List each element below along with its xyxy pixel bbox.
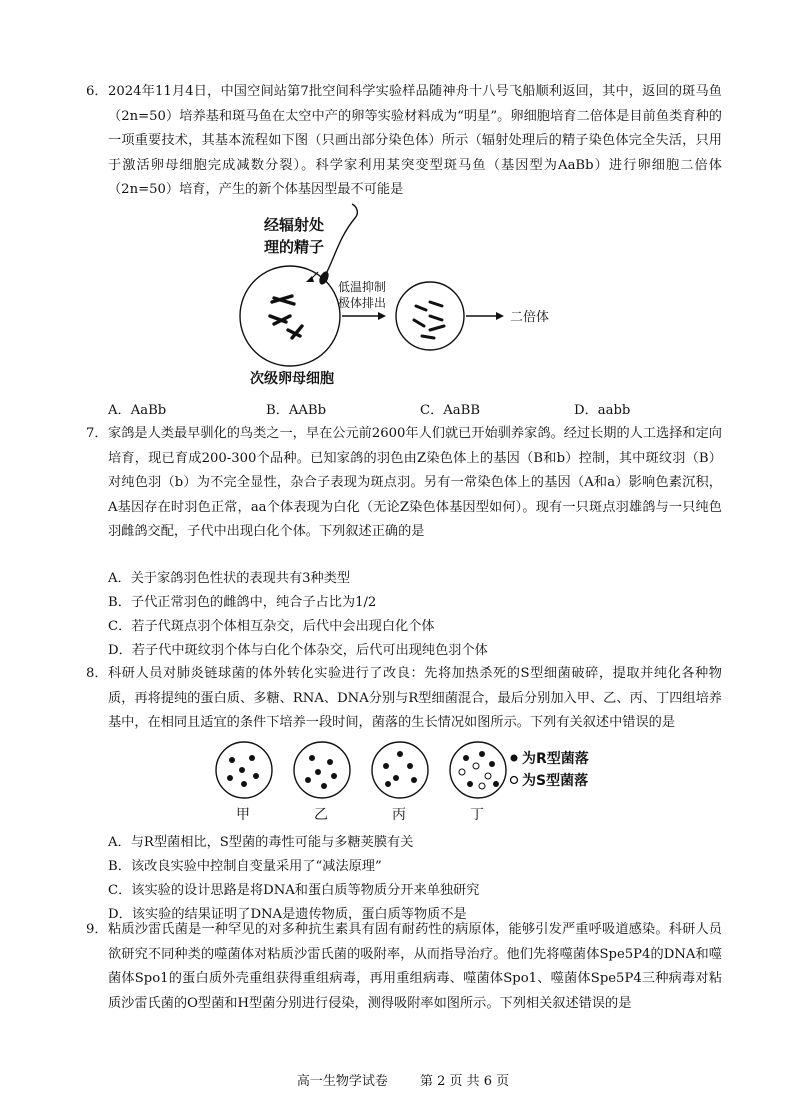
question-6-text: 2024年11月4日，中国空间站第7批空间科学实验样品随神舟十八号飞船顺利返回，其中，返回的斑马鱼（2n=50）培养基和斑马鱼在太空中产的卵等实验材料成为“明星”。卵细胞培育二倍体是目前鱼类育种的一项重要技术，其基本流程如下图（只画出部分染色体）所示（辐射处理后的精子染色体完全失活，只用于激活卵母细胞完成减数分裂）。科学家利用某突变型斑马鱼（基因型为AaBb）进行卵细胞二倍体（2n=50）培育，产生的新个体基因型最不可能是 — [108, 84, 722, 197]
question-8-number: 8． — [86, 666, 108, 681]
dish-label-jia: 甲 — [236, 807, 250, 823]
cell-label: 次级卵母细胞 — [250, 371, 334, 387]
q6-option-d[interactable]: D．aabb — [574, 403, 631, 418]
legend-r-label: 为R型菌落 — [522, 751, 589, 767]
sperm-icon — [326, 204, 357, 274]
sperm-label-line2: 理的精子 — [264, 238, 325, 256]
q6-option-c[interactable]: C．AaBB — [420, 403, 481, 418]
dish-yi — [294, 742, 350, 798]
dish-label-ding: 丁 — [470, 807, 484, 823]
arrow-label-line1: 低温抑制 — [338, 280, 387, 294]
dish-ding — [450, 742, 506, 798]
dish-label-yi: 乙 — [314, 807, 328, 823]
legend-s-label: 为S型菌落 — [522, 773, 589, 789]
footer-page: 第 2 页 共 6 页 — [419, 1074, 510, 1089]
question-6-number: 6． — [86, 84, 108, 99]
question-9-number: 9． — [86, 922, 108, 937]
q7-option-d[interactable]: D．若子代中斑纹羽个体与白化个体杂交，后代可出现纯色羽个体 — [108, 643, 488, 658]
legend-r-marker — [511, 755, 518, 762]
q7-option-b[interactable]: B．子代正常羽色的雌鸽中，纯合子占比为1/2 — [108, 595, 377, 610]
diploid-chromosomes — [414, 302, 444, 338]
q8-option-d[interactable]: D．该实验的结果证明了DNA是遗传物质，蛋白质等物质不是 — [108, 907, 467, 922]
q8-option-c[interactable]: C．该实验的设计思路是将DNA和蛋白质等物质分开来单独研究 — [108, 883, 480, 898]
sperm-label-line1: 经辐射处 — [264, 216, 325, 234]
question-9-text: 粘质沙雷氏菌是一种罕见的对多种抗生素具有固有耐药性的病原体，能够引发严重呼吸道感染。科研人员欲研究不同种类的噬菌体对粘质沙雷氏菌的吸附率，从而指导治疗。他们先将噬菌体Spe5P4的DNA和噬菌体Spo1的蛋白质外壳重组获得重组病毒，再用重组病毒、噬菌体Spo1、噬菌体Spe5P4三种病毒对粘质沙雷氏菌的O型菌和H型菌分别进行侵染，测得吸附率如图所示。下列相关叙述错误的是 — [108, 922, 722, 1011]
q8-option-a[interactable]: A．与R型菌相比，S型菌的毒性可能与多糖荚膜有关 — [108, 835, 414, 850]
arrow-label-line2: 极体排出 — [338, 296, 387, 310]
question-7-text: 家鸽是人类最早驯化的鸟类之一，早在公元前2600年人们就已开始驯养家鸽。经过长期的人工选择和定向培育，现已育成200-300个品种。已知家鸽的羽色由Z染色体上的基因（B和b）控制，其中斑纹羽（B）对纯色羽（b）为不完全显性，杂合子表现为斑点羽。另有一常染色体上的基因（A和a）影响色素沉积，A基因存在时羽色正常，aa个体表现为白化（无论Z染色体基因型如何）。现有一只斑点羽雄鸽与一只纯色羽雌鸽交配，子代中出现白化个体。下列叙述正确的是 — [108, 426, 722, 539]
dish-label-bing: 丙 — [392, 807, 406, 823]
dish-jia — [216, 742, 272, 798]
q8-option-b[interactable]: B．该改良实验中控制自变量采用了“减法原理” — [108, 859, 382, 874]
legend-s-marker — [511, 777, 518, 784]
q7-option-a[interactable]: A．关于家鸽羽色性状的表现共有3种类型 — [108, 571, 351, 586]
page-footer — [0, 1070, 806, 1089]
question-8-text: 科研人员对肺炎链球菌的体外转化实验进行了改良：先将加热杀死的S型细菌破碎，提取并纯化各种物质，再将提纯的蛋白质、多糖、RNA、DNA分别与R型细菌混合，最后分别加入甲、乙、丙、丁四组培养基中，在相同且适宜的条件下培养一段时间，菌落的生长情况如图所示。下列有关叙述中错误的是 — [108, 666, 722, 730]
q7-option-c[interactable]: C．若子代斑点羽个体相互杂交，后代中会出现白化个体 — [108, 619, 435, 634]
dish-bing — [372, 742, 428, 798]
q6-option-b[interactable]: B．AABb — [266, 403, 327, 418]
footer-subject: 高一生物学试卷 — [296, 1074, 388, 1089]
oocyte-chromosomes — [270, 296, 302, 338]
question-7-number: 7． — [86, 426, 108, 441]
q6-option-a[interactable]: A．AaBb — [108, 403, 167, 418]
result-label: 二倍体 — [510, 310, 550, 325]
q6-figure — [230, 196, 590, 396]
q8-figure — [212, 740, 632, 830]
